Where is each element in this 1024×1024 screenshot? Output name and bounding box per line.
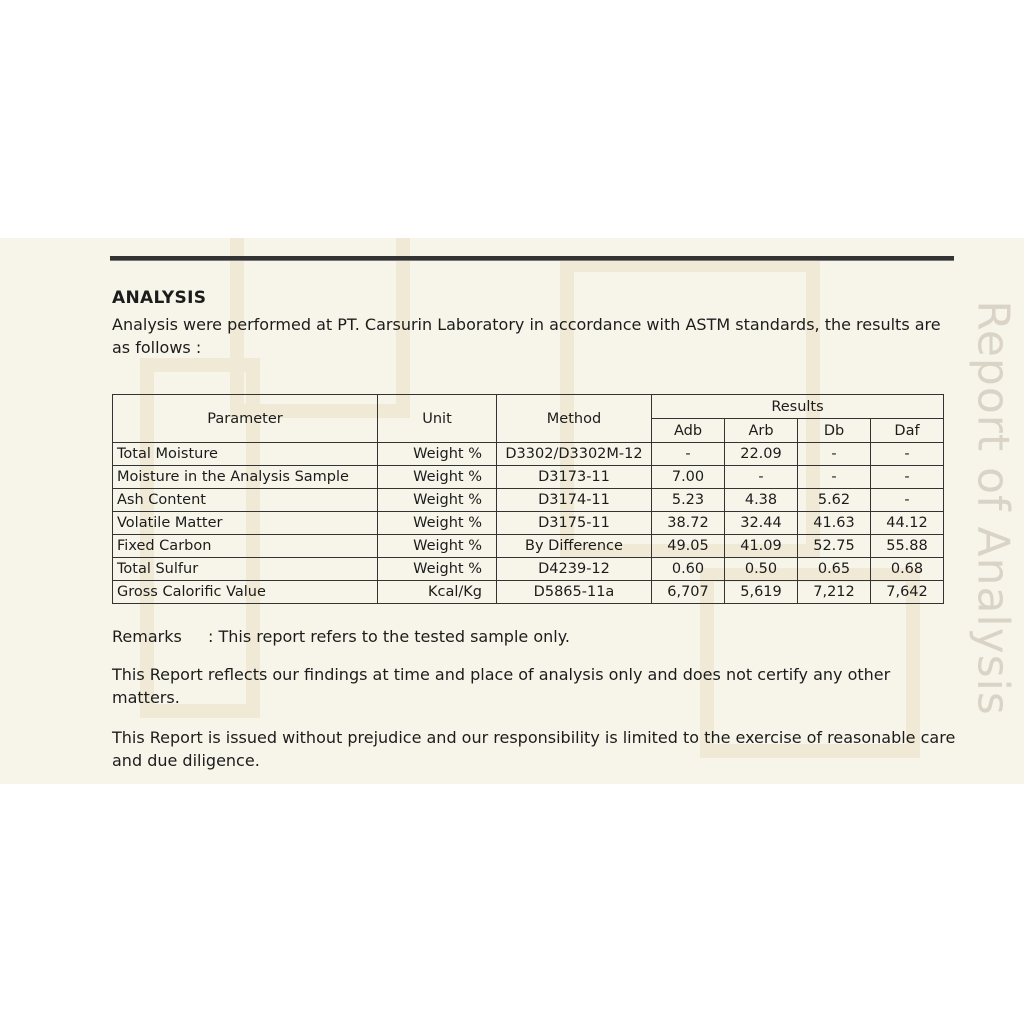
cell-arb: 22.09 — [725, 443, 798, 466]
cell-method: D5865-11a — [497, 581, 652, 604]
table-row — [113, 489, 944, 512]
cell-unit: Weight % — [378, 558, 497, 581]
cell-method: By Difference — [497, 535, 652, 558]
cell-unit: Kcal/Kg — [378, 581, 497, 604]
cell-method: D4239-12 — [497, 558, 652, 581]
cell-unit: Weight % — [378, 535, 497, 558]
cell-daf: - — [871, 489, 944, 512]
cell-arb: 0.50 — [725, 558, 798, 581]
cell-parameter: Ash Content — [113, 489, 378, 512]
cell-adb: 0.60 — [652, 558, 725, 581]
cell-method: D3173-11 — [497, 466, 652, 489]
table-row — [113, 535, 944, 558]
disclaimer-findings: This Report reflects our findings at time and place of analysis only and does not certify any other matters. — [112, 665, 891, 707]
cell-db: 7,212 — [798, 581, 871, 604]
header-results: Results — [652, 395, 944, 419]
cell-unit: Weight % — [378, 512, 497, 535]
cell-db: 41.63 — [798, 512, 871, 535]
disclaimer-responsibility: This Report is issued without prejudice and our responsibility is limited to the exercise of reasonable care and due diligence. — [112, 728, 956, 770]
watermark-text: Report of Analysis — [967, 300, 1019, 716]
cell-db: 0.65 — [798, 558, 871, 581]
header-parameter: Parameter — [113, 395, 378, 443]
cell-unit: Weight % — [378, 443, 497, 466]
cell-daf: 44.12 — [871, 512, 944, 535]
header-adb: Adb — [652, 419, 725, 443]
cell-daf: 0.68 — [871, 558, 944, 581]
header-rule — [110, 256, 954, 261]
header-unit: Unit — [378, 395, 497, 443]
cell-parameter: Moisture in the Analysis Sample — [113, 466, 378, 489]
cell-adb: 49.05 — [652, 535, 725, 558]
cell-method: D3175-11 — [497, 512, 652, 535]
table-row — [113, 512, 944, 535]
cell-adb: 5.23 — [652, 489, 725, 512]
cell-db: 52.75 — [798, 535, 871, 558]
cell-method: D3302/D3302M-12 — [497, 443, 652, 466]
cell-parameter: Volatile Matter — [113, 512, 378, 535]
cell-parameter: Total Sulfur — [113, 558, 378, 581]
cell-daf: - — [871, 466, 944, 489]
cell-db: 5.62 — [798, 489, 871, 512]
header-db: Db — [798, 419, 871, 443]
cell-adb: 38.72 — [652, 512, 725, 535]
header-daf: Daf — [871, 419, 944, 443]
remarks-label: Remarks — [112, 627, 182, 646]
cell-adb: 6,707 — [652, 581, 725, 604]
cell-arb: 4.38 — [725, 489, 798, 512]
cell-unit: Weight % — [378, 466, 497, 489]
cell-unit: Weight % — [378, 489, 497, 512]
cell-db: - — [798, 466, 871, 489]
remarks — [112, 626, 962, 648]
intro-text: Analysis were performed at PT. Carsurin Laboratory in accordance with ASTM standards, the results are as follows : — [112, 315, 941, 357]
table-row — [113, 443, 944, 466]
header-method: Method — [497, 395, 652, 443]
cell-adb: 7.00 — [652, 466, 725, 489]
header-arb: Arb — [725, 419, 798, 443]
section-heading: ANALYSIS — [112, 288, 207, 308]
cell-parameter: Total Moisture — [113, 443, 378, 466]
cell-adb: - — [652, 443, 725, 466]
cell-parameter: Fixed Carbon — [113, 535, 378, 558]
watermark — [962, 238, 1024, 784]
table-row — [113, 558, 944, 581]
cell-daf: - — [871, 443, 944, 466]
table-row — [113, 581, 944, 604]
cell-daf: 7,642 — [871, 581, 944, 604]
cell-arb: - — [725, 466, 798, 489]
cell-parameter: Gross Calorific Value — [113, 581, 378, 604]
table-header-row — [113, 395, 944, 419]
cell-arb: 41.09 — [725, 535, 798, 558]
cell-arb: 5,619 — [725, 581, 798, 604]
table-row — [113, 466, 944, 489]
cell-daf: 55.88 — [871, 535, 944, 558]
cell-db: - — [798, 443, 871, 466]
cell-arb: 32.44 — [725, 512, 798, 535]
cell-method: D3174-11 — [497, 489, 652, 512]
remarks-text: : This report refers to the tested sample only. — [208, 627, 570, 646]
results-table — [112, 394, 944, 604]
